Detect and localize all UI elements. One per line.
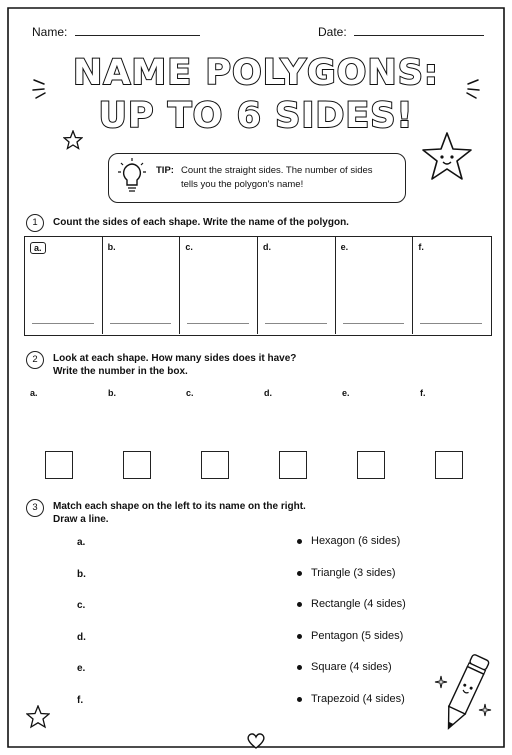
match-dot[interactable] <box>297 571 302 576</box>
answer-line[interactable] <box>343 323 405 324</box>
star-outline-icon <box>63 130 83 150</box>
item-label: b. <box>77 568 86 580</box>
item-label: e. <box>342 388 350 398</box>
tip-label: TIP: <box>156 165 174 176</box>
answer-box[interactable] <box>357 451 385 479</box>
answer-box[interactable] <box>201 451 229 479</box>
answer-box[interactable] <box>123 451 151 479</box>
answer-line[interactable] <box>187 323 249 324</box>
item-label: a. <box>30 388 38 398</box>
answer-line[interactable] <box>265 323 327 324</box>
item-label: d. <box>77 631 86 643</box>
answer-box[interactable] <box>45 451 73 479</box>
star-outline-icon <box>26 705 50 729</box>
heart-icon <box>246 732 266 750</box>
date-field[interactable] <box>318 25 484 39</box>
shape-name-option[interactable]: Triangle (3 sides) <box>311 566 396 579</box>
sparkle-icon <box>478 703 492 717</box>
question-2-text-2: Write the number in the box. <box>53 366 188 377</box>
question-3-text-2: Draw a line. <box>53 514 109 525</box>
answer-box[interactable] <box>279 451 307 479</box>
question-number: 2 <box>26 351 44 369</box>
question-3-text-1: Match each shape on the left to its name on the right. <box>53 501 306 512</box>
item-label: f. <box>77 694 84 706</box>
sparkle-icon <box>452 72 482 102</box>
item-label: f. <box>418 242 424 252</box>
table-divider <box>412 236 413 334</box>
match-dot[interactable] <box>297 539 302 544</box>
item-label: f. <box>420 388 426 398</box>
title-line-2: UP TO 6 SIDES! <box>98 96 414 136</box>
item-label: c. <box>186 388 194 398</box>
shape-name-option[interactable]: Trapezoid (4 sides) <box>311 692 405 705</box>
shape-name-option[interactable]: Square (4 sides) <box>311 661 392 673</box>
shape-name-option[interactable]: Pentagon (5 sides) <box>311 629 404 642</box>
item-label: c. <box>185 242 193 252</box>
item-label: d. <box>263 242 271 252</box>
date-blank[interactable] <box>354 35 484 36</box>
item-label: b. <box>108 388 116 398</box>
match-dot[interactable] <box>297 602 302 607</box>
item-label: a. <box>77 537 86 548</box>
answer-line[interactable] <box>420 323 482 324</box>
item-label: b. <box>107 242 116 252</box>
name-blank[interactable] <box>75 35 200 36</box>
lightbulb-icon <box>117 158 147 196</box>
name-field[interactable] <box>32 25 200 39</box>
question-2-text-1: Look at each shape. How many sides does it have? <box>53 353 297 364</box>
item-label: e. <box>340 242 349 252</box>
table-divider <box>102 236 103 334</box>
answer-line[interactable] <box>32 323 94 324</box>
sparkle-icon <box>30 72 60 102</box>
match-dot[interactable] <box>297 634 302 639</box>
answer-line[interactable] <box>110 323 172 324</box>
pencil-character-icon <box>435 648 495 738</box>
answer-box[interactable] <box>435 451 463 479</box>
tip-text-2: tells you the polygon's name! <box>181 179 304 190</box>
name-label: Name: <box>32 25 68 39</box>
sparkle-icon <box>434 675 448 689</box>
item-label: d. <box>264 388 272 398</box>
item-label: c. <box>77 600 86 611</box>
title-line-1: NAME POLYGONS: <box>73 53 439 93</box>
star-character-icon <box>418 130 476 184</box>
question-number: 1 <box>26 214 44 232</box>
shape-name-option[interactable]: Rectangle (4 sides) <box>311 598 406 610</box>
item-label: a. <box>30 242 46 254</box>
match-dot[interactable] <box>297 697 302 702</box>
tip-text-1: Count the straight sides. The number of sides <box>181 165 373 176</box>
question-1-text: Count the sides of each shape. Write the name of the polygon. <box>53 217 349 228</box>
question-number: 3 <box>26 499 44 517</box>
table-divider <box>257 236 258 334</box>
table-divider <box>179 236 180 334</box>
item-label: e. <box>77 663 86 674</box>
table-divider <box>335 236 336 334</box>
shape-name-option[interactable]: Hexagon (6 sides) <box>311 535 401 547</box>
match-dot[interactable] <box>297 665 302 670</box>
date-label: Date: <box>318 25 347 39</box>
